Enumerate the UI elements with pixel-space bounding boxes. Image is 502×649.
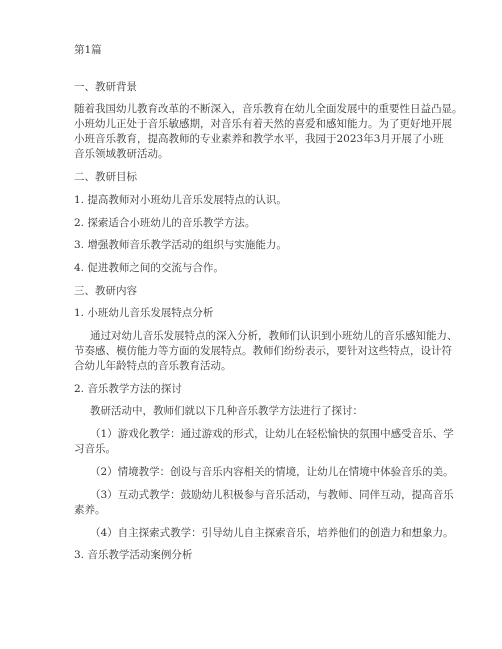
background-line: 音乐领域教研活动。 — [74, 148, 169, 160]
subsection-heading: 1. 小班幼儿音乐发展特点分析 — [74, 307, 214, 319]
background-line: 小班幼儿正处于音乐敏感期，对音乐有着天然的喜爱和感知能力。为了更好地开展 — [74, 118, 452, 130]
background-line: 小班音乐教育，提高教师的专业素养和教学水平，我园于2023年3月开展了小班 — [74, 133, 444, 145]
method-item-continuation: 素养。 — [74, 504, 106, 516]
background-line: 随着我国幼儿教育改革的不断深入，音乐教育在幼儿全面发展中的重要性日益凸显。 — [74, 103, 463, 115]
section-heading-background: 一、教研背景 — [74, 81, 137, 93]
paragraph-line: 合幼儿年龄特点的音乐教育活动。 — [74, 360, 232, 372]
part-label: 第1篇 — [74, 44, 102, 56]
goal-item: 2. 探索适合小班幼儿的音乐教学方法。 — [74, 217, 256, 229]
goal-item: 1. 提高教师对小班幼儿音乐发展特点的认识。 — [74, 194, 287, 206]
subsection-heading: 2. 音乐教学方法的探讨 — [74, 383, 182, 395]
section-heading-goals: 二、教研目标 — [74, 171, 137, 183]
paragraph-line: 通过对幼儿音乐发展特点的深入分析，教师们认识到小班幼儿的音乐感知能力、 — [90, 330, 458, 342]
method-item: （2）情境教学：创设与音乐内容相关的情境，让幼儿在情境中体验音乐的美。 — [90, 466, 454, 478]
goal-item: 4. 促进教师之间的交流与合作。 — [74, 262, 224, 274]
goal-item: 3. 增强教师音乐教学活动的组织与实施能力。 — [74, 239, 287, 251]
paragraph-line: 教研活动中，教师们就以下几种音乐教学方法进行了探讨： — [90, 405, 363, 417]
method-item: （1）游戏化教学：通过游戏的形式，让幼儿在轻松愉快的氛围中感受音乐、学 — [90, 428, 454, 440]
method-item: （3）互动式教学：鼓励幼儿积极参与音乐活动，与教师、同伴互动，提高音乐 — [90, 489, 454, 501]
method-item-continuation: 习音乐。 — [74, 443, 116, 455]
method-item: （4）自主探索式教学：引导幼儿自主探索音乐，培养他们的创造力和想象力。 — [90, 527, 454, 539]
section-heading-content: 三、教研内容 — [74, 285, 137, 297]
subsection-heading: 3. 音乐教学活动案例分析 — [74, 549, 193, 561]
paragraph-line: 节奏感、模仿能力等方面的发展特点。教师们纷纷表示，要针对这些特点，设计符 — [74, 345, 452, 357]
